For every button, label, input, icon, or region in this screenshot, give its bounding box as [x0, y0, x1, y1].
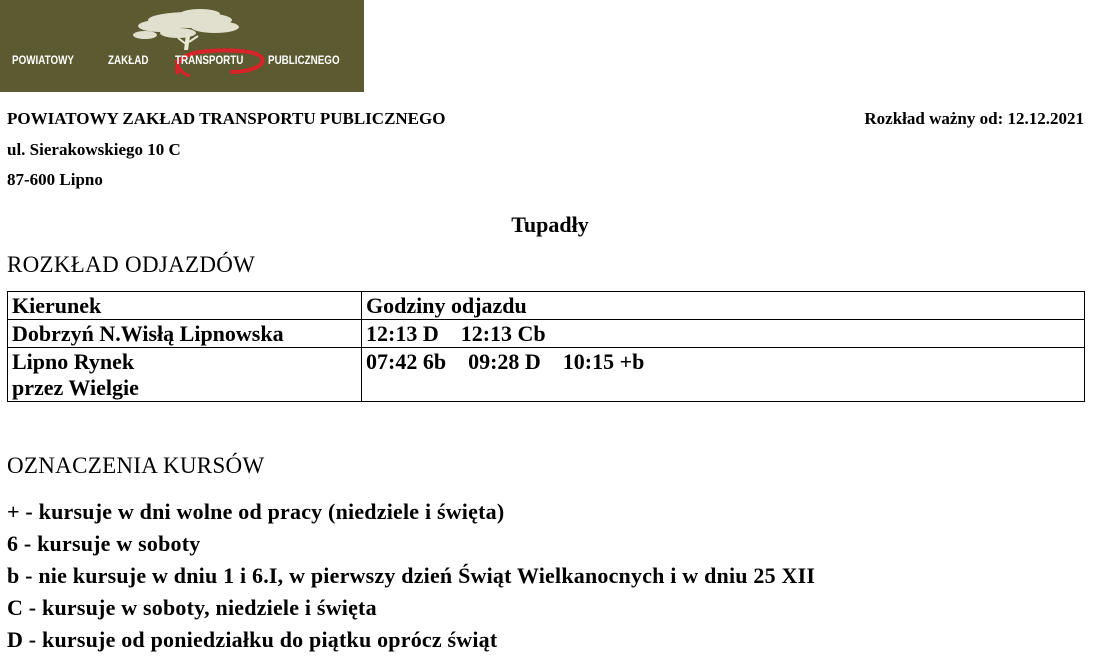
- company-name: POWIATOWY ZAKŁAD TRANSPORTU PUBLICZNEGO: [7, 109, 446, 128]
- legend-title: OZNACZENIA KURSÓW: [7, 453, 265, 478]
- direction-via: przez Wielgie: [12, 375, 139, 400]
- table-row: [8, 320, 1085, 348]
- logo-word-1: POWIATOWY: [12, 53, 74, 67]
- validity-date: Rozkład ważny od: 12.12.2021: [864, 109, 1084, 128]
- logo-text: [0, 49, 364, 71]
- company-logo: [0, 0, 364, 92]
- table-row: [8, 348, 1085, 402]
- legend-item: + - kursuje w dni wolne od pracy (niedziele i święta): [7, 499, 505, 524]
- departure-time: 12:13 Cb: [460, 321, 546, 346]
- times-cell: [362, 348, 1085, 402]
- legend-item: D - kursuje od poniedziałku do piątku oprócz świąt: [7, 627, 498, 652]
- column-header-times: Godziny odjazdu: [362, 292, 1085, 320]
- direction-cell: [8, 348, 362, 402]
- column-header-direction: Kierunek: [8, 292, 362, 320]
- departure-time: 07:42 6b: [366, 349, 447, 374]
- logo-word-3: TRANSPORTU: [175, 53, 244, 67]
- legend-list: [7, 496, 815, 656]
- departure-time: 12:13 D: [366, 321, 439, 346]
- direction-line: Dobrzyń N.Wisłą Lipnowska: [12, 321, 284, 346]
- company-city: 87-600 Lipno: [7, 170, 103, 189]
- logo-word-2: ZAKŁAD: [108, 53, 149, 67]
- stop-name: Tupadły: [511, 212, 589, 237]
- company-street: ul. Sierakowskiego 10 C: [7, 140, 181, 159]
- tree-icon: [0, 0, 364, 92]
- departures-title: ROZKŁAD ODJAZDÓW: [7, 252, 256, 277]
- logo-word-4: PUBLICZNEGO: [268, 53, 340, 67]
- legend-item: 6 - kursuje w soboty: [7, 531, 201, 556]
- legend-item: C - kursuje w soboty, niedziele i święta: [7, 595, 377, 620]
- departures-table: [7, 291, 1085, 402]
- direction-cell: [8, 320, 362, 348]
- departure-time: 09:28 D: [468, 349, 541, 374]
- legend-item: b - nie kursuje w dniu 1 i 6.I, w pierwszy dzień Świąt Wielkanocnych i w dniu 25 XII: [7, 563, 816, 588]
- departure-time: 10:15 +b: [562, 349, 645, 374]
- table-header-row: [8, 292, 1085, 320]
- direction-line: Lipno Rynek: [12, 349, 135, 374]
- times-cell: [362, 320, 1085, 348]
